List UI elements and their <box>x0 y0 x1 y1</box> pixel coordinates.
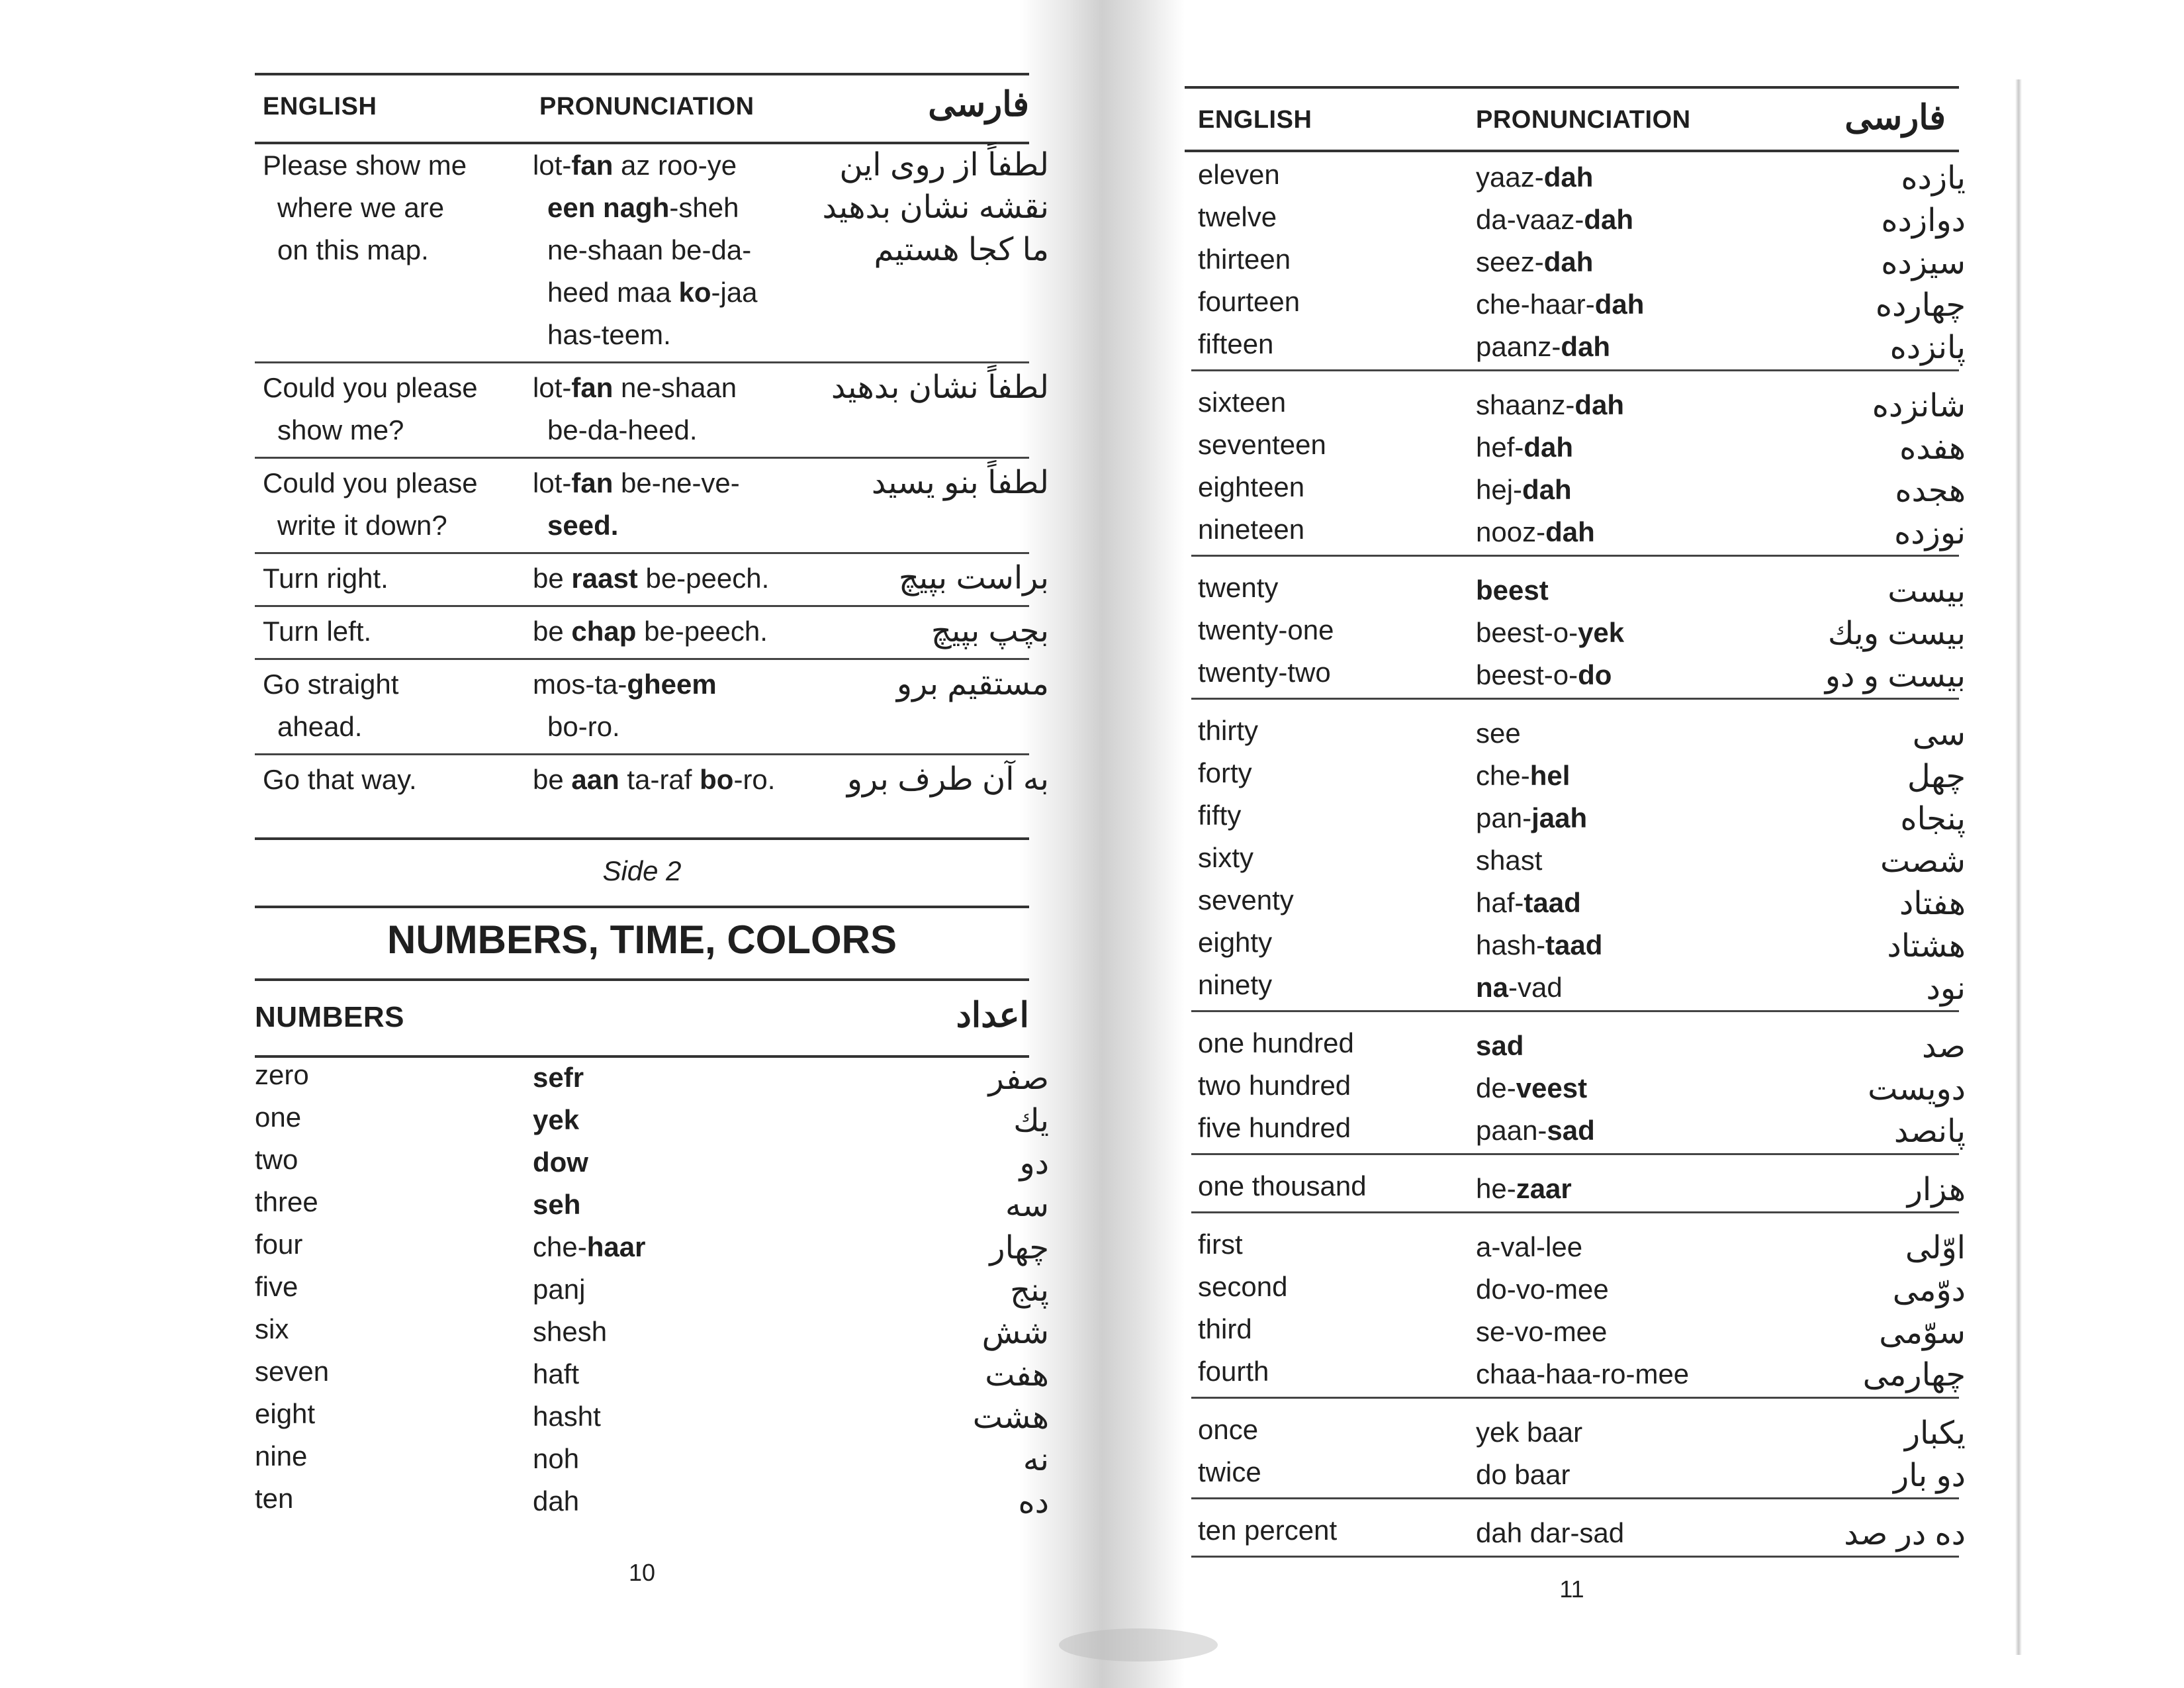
number-pronunciation: che-haar <box>533 1231 646 1262</box>
number-english: sixteen <box>1198 387 1287 418</box>
phrase-farsi: لطفاً بنو یسید <box>871 465 1049 500</box>
page-left <box>255 0 1049 1688</box>
number-farsi: یکبار <box>1904 1416 1966 1451</box>
numbers-label: NUMBERS <box>255 1001 404 1033</box>
number-farsi: ده در صد <box>1844 1517 1966 1552</box>
number-english: once <box>1198 1414 1259 1445</box>
side-label: Side 2 <box>602 855 682 886</box>
number-english: zero <box>255 1059 309 1090</box>
table-header <box>255 73 1029 144</box>
group-divider <box>1191 1153 1959 1155</box>
group-divider <box>1191 1010 1959 1012</box>
number-farsi: بیست و دو <box>1825 659 1966 694</box>
phrase-pronunciation: lot-fan be-ne-ve- seed. <box>533 467 740 541</box>
phrase-farsi: لطفاً از روی این نقشه نشان بدهید ما کجا هستیم <box>822 148 1049 267</box>
group-divider <box>1191 1497 1959 1499</box>
number-english: twelve <box>1198 201 1277 232</box>
number-english: first <box>1198 1229 1243 1260</box>
number-pronunciation: do baar <box>1476 1459 1570 1490</box>
number-farsi: بیست <box>1888 574 1966 609</box>
number-english: seventy <box>1198 884 1294 915</box>
number-english: fourth <box>1198 1356 1269 1387</box>
number-pronunciation: dah <box>533 1485 580 1517</box>
number-pronunciation: hej-dah <box>1476 474 1572 505</box>
phrase-pronunciation: be aan ta-raf bo-ro. <box>533 764 776 795</box>
number-farsi: نه <box>1023 1442 1049 1477</box>
number-english: nine <box>255 1440 308 1472</box>
number-pronunciation: haf-taad <box>1476 887 1581 918</box>
number-pronunciation: seh <box>533 1189 581 1220</box>
number-farsi: ده <box>1018 1485 1049 1520</box>
phrase-divider <box>255 457 1029 459</box>
number-farsi: هفتاد <box>1899 886 1966 921</box>
number-pronunciation: do-vo-mee <box>1476 1274 1609 1305</box>
header-farsi: فارسی <box>928 85 1029 124</box>
number-pronunciation: he-zaar <box>1476 1173 1572 1204</box>
number-farsi: چهارده <box>1875 288 1966 323</box>
phrase-divider <box>255 552 1029 554</box>
number-english: second <box>1198 1271 1288 1302</box>
phrase-english: Turn left. <box>263 616 372 647</box>
number-pronunciation: da-vaaz-dah <box>1476 204 1634 235</box>
number-english: one hundred <box>1198 1027 1354 1058</box>
number-pronunciation: haft <box>533 1358 580 1389</box>
number-farsi: شانزده <box>1872 389 1966 424</box>
number-farsi: پنج <box>1010 1273 1049 1308</box>
number-farsi: پانصد <box>1893 1114 1966 1149</box>
number-pronunciation: yek <box>533 1104 580 1135</box>
phrase-divider <box>255 605 1029 607</box>
number-farsi: هزار <box>1907 1172 1966 1207</box>
phrase-farsi: به آن طرف برو <box>846 762 1049 797</box>
number-english: twenty <box>1198 572 1279 603</box>
number-farsi: دوازده <box>1881 203 1966 238</box>
group-divider <box>1191 555 1959 557</box>
page-number: 10 <box>628 1559 656 1586</box>
number-pronunciation: hef-dah <box>1476 432 1574 463</box>
number-pronunciation: seez-dah <box>1476 246 1594 277</box>
number-pronunciation: hasht <box>533 1401 601 1432</box>
number-farsi: دویست <box>1868 1072 1966 1107</box>
phrase-pronunciation: be raast be-peech. <box>533 563 770 594</box>
number-english: eight <box>255 1398 316 1429</box>
number-farsi: صفر <box>988 1061 1049 1096</box>
number-english: thirty <box>1198 715 1259 746</box>
number-farsi: هشتاد <box>1887 929 1966 964</box>
number-english: one <box>255 1102 302 1133</box>
number-farsi: شش <box>981 1315 1049 1350</box>
number-english: five <box>255 1271 298 1302</box>
divider <box>255 906 1029 908</box>
header-pronunciation: PRONUNCIATION <box>539 93 754 120</box>
number-pronunciation: shast <box>1476 845 1543 876</box>
number-farsi: سی <box>1912 717 1966 752</box>
divider <box>255 837 1029 840</box>
number-english: third <box>1198 1313 1252 1344</box>
number-pronunciation: nooz-dah <box>1476 516 1595 547</box>
number-english: six <box>255 1313 289 1344</box>
number-pronunciation: yaaz-dah <box>1476 162 1594 193</box>
number-pronunciation: che-haar-dah <box>1476 289 1645 320</box>
number-pronunciation: see <box>1476 718 1521 749</box>
group-divider <box>1191 1397 1959 1399</box>
page-right <box>1185 0 1979 1688</box>
phrase-pronunciation: lot-fan ne-shaan be-da-heed. <box>533 372 737 445</box>
number-pronunciation: na-vad <box>1476 972 1563 1003</box>
number-pronunciation: beest-o-do <box>1476 659 1612 690</box>
phrase-english: Could you please show me? <box>263 372 478 445</box>
number-farsi: سیزده <box>1881 246 1966 281</box>
number-english: fifty <box>1198 800 1242 831</box>
number-farsi: یازده <box>1901 161 1966 196</box>
number-farsi: نوزده <box>1894 516 1966 551</box>
number-farsi: چهارمی <box>1862 1358 1966 1393</box>
header-farsi: فارسی <box>1844 99 1946 137</box>
number-english: eighty <box>1198 927 1273 958</box>
number-english: ninety <box>1198 969 1273 1000</box>
number-english: one thousand <box>1198 1170 1367 1201</box>
number-farsi: دو <box>1019 1146 1049 1181</box>
number-english: thirteen <box>1198 244 1291 275</box>
number-english: fourteen <box>1198 286 1300 317</box>
phrase-farsi: مستقیم برو <box>896 667 1049 702</box>
page-edge <box>2015 79 2022 1655</box>
number-english: nineteen <box>1198 514 1305 545</box>
table-header <box>1185 86 1959 152</box>
phrase-divider <box>255 753 1029 755</box>
group-divider <box>1191 698 1959 700</box>
phrase-pronunciation: be chap be-peech. <box>533 616 768 647</box>
number-pronunciation: yek baar <box>1476 1417 1583 1448</box>
number-english: eleven <box>1198 159 1280 190</box>
number-farsi: هشت <box>972 1400 1049 1435</box>
number-farsi: دوّمی <box>1892 1273 1966 1308</box>
phrase-farsi: بچپ بپیچ <box>931 614 1049 649</box>
phrase-english: Could you please write it down? <box>263 467 478 541</box>
number-farsi: بیست ویك <box>1827 616 1966 651</box>
group-divider <box>1191 1556 1959 1558</box>
number-farsi: پانزده <box>1889 330 1966 365</box>
section-title: NUMBERS, TIME, COLORS <box>387 917 897 962</box>
number-english: forty <box>1198 757 1252 788</box>
number-english: ten <box>255 1483 294 1514</box>
number-pronunciation: shaanz-dah <box>1476 389 1625 420</box>
number-english: fifteen <box>1198 328 1274 359</box>
number-pronunciation: dah dar-sad <box>1476 1517 1625 1548</box>
number-english: three <box>255 1186 318 1217</box>
header-english: ENGLISH <box>1198 106 1312 134</box>
number-farsi: دو بار <box>1893 1458 1966 1493</box>
phrase-english: Go that way. <box>263 764 417 795</box>
number-pronunciation: beest <box>1476 575 1549 606</box>
number-pronunciation: panj <box>533 1274 586 1305</box>
number-pronunciation: shesh <box>533 1316 608 1347</box>
number-pronunciation: beest-o-yek <box>1476 617 1625 648</box>
group-divider <box>1191 369 1959 371</box>
phrase-pronunciation: lot-fan az roo-ye een nagh-sheh ne-shaan be-da- heed maa ko-jaa has-teem. <box>533 150 758 350</box>
number-pronunciation: paanz-dah <box>1476 331 1611 362</box>
number-english: four <box>255 1229 303 1260</box>
phrase-english: Go straight ahead. <box>263 669 399 742</box>
numbers-farsi-label: اعداد <box>956 996 1029 1035</box>
number-pronunciation: hash-taad <box>1476 929 1603 961</box>
page-number: 11 <box>1559 1575 1584 1603</box>
phrase-english: Please show me where we are on this map. <box>263 150 467 265</box>
phrase-pronunciation: mos-ta-gheem bo-ro. <box>533 669 717 742</box>
phrase-divider <box>255 361 1029 363</box>
phrase-divider <box>255 658 1029 660</box>
number-farsi: صد <box>1922 1029 1966 1064</box>
number-farsi: هفده <box>1899 431 1966 466</box>
number-pronunciation: de-veest <box>1476 1072 1588 1103</box>
phrase-farsi: لطفاً نشان بدهید <box>831 370 1049 405</box>
number-farsi: سوّمی <box>1879 1315 1966 1350</box>
header-pronunciation: PRONUNCIATION <box>1476 106 1691 134</box>
number-farsi: اوّلی <box>1905 1231 1966 1266</box>
number-english: twenty-one <box>1198 614 1334 645</box>
number-farsi: نود <box>1926 971 1966 1006</box>
number-english: seventeen <box>1198 429 1326 460</box>
phrase-farsi: براست بپیچ <box>898 561 1049 596</box>
number-farsi: شصت <box>1880 844 1966 879</box>
number-pronunciation: dow <box>533 1147 588 1178</box>
number-english: two <box>255 1144 298 1175</box>
number-english: twenty-two <box>1198 657 1331 688</box>
numbers-header <box>255 978 1029 1058</box>
number-farsi: چهار <box>989 1231 1049 1266</box>
phrase-english: Turn right. <box>263 563 388 594</box>
group-divider <box>1191 1211 1959 1213</box>
number-english: ten percent <box>1198 1515 1338 1546</box>
number-pronunciation: noh <box>533 1443 580 1474</box>
number-pronunciation: sefr <box>533 1062 584 1093</box>
number-pronunciation: sad <box>1476 1030 1524 1061</box>
number-pronunciation: a-val-lee <box>1476 1231 1583 1262</box>
number-farsi: هجده <box>1895 473 1966 508</box>
number-farsi: هفت <box>985 1358 1049 1393</box>
number-english: twice <box>1198 1456 1261 1487</box>
number-pronunciation: che-hel <box>1476 760 1570 791</box>
number-english: two hundred <box>1198 1070 1351 1101</box>
number-farsi: یك <box>1013 1103 1049 1139</box>
number-english: seven <box>255 1356 330 1387</box>
number-farsi: چهل <box>1907 759 1966 794</box>
number-pronunciation: chaa-haa-ro-mee <box>1476 1358 1690 1389</box>
header-english: ENGLISH <box>263 93 377 120</box>
number-english: sixty <box>1198 842 1253 873</box>
number-farsi: پنجاه <box>1900 802 1966 837</box>
number-english: five hundred <box>1198 1112 1351 1143</box>
number-pronunciation: paan-sad <box>1476 1115 1595 1146</box>
number-pronunciation: pan-jaah <box>1476 802 1588 833</box>
number-pronunciation: se-vo-mee <box>1476 1316 1608 1347</box>
number-farsi: سه <box>1005 1188 1049 1223</box>
number-english: eighteen <box>1198 471 1305 502</box>
